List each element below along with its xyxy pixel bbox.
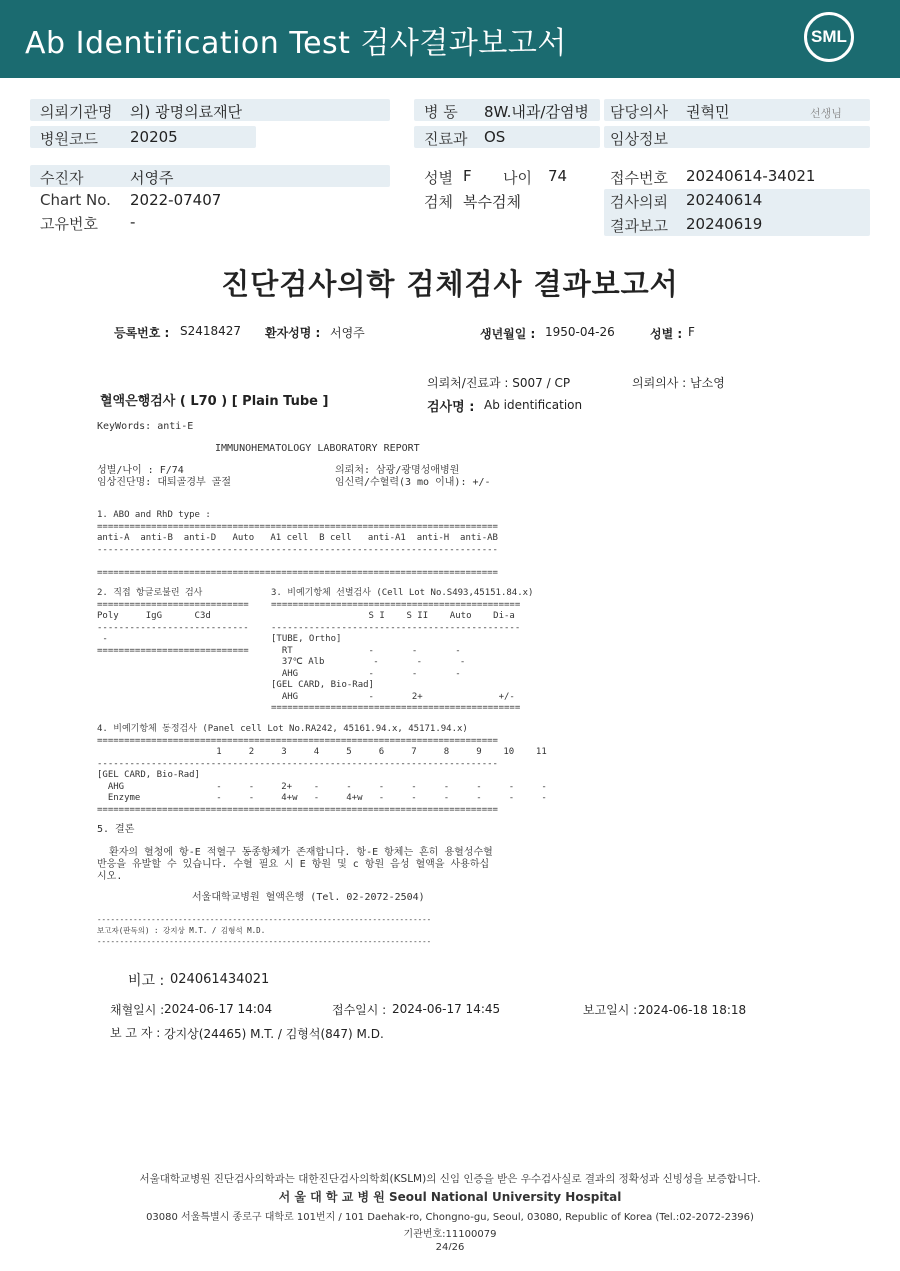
report-header-title: Ab Identification Test 검사결과보고서: [25, 26, 567, 61]
receipt-value: 20240614-34021: [686, 167, 816, 185]
collect-label: 채혈일시 :: [110, 1003, 165, 1017]
abo-rhd-section: 1. ABO and RhD type : ========================================================================== anti-A anti-B anti-D Auto A1 cell B cell anti-A1 anti-H anti-AB -------------------------------------------------------------------------- ==========================================================================: [97, 510, 498, 578]
doctor-suffix: 선생님: [810, 107, 842, 120]
note-value: 024061434021: [170, 972, 270, 987]
institution-number: 기관번호:11100079: [403, 1229, 497, 1240]
clinical-label: 임상정보: [610, 130, 668, 148]
dob-value: 1950-04-26: [545, 325, 615, 339]
reg-label: 등록번호 :: [114, 326, 170, 340]
dept-label: 진료과: [424, 130, 468, 148]
hospital-name: 서 울 대 학 교 병 원 Seoul National University Hospital: [278, 1190, 622, 1204]
institution-value: 의) 광명의료재단: [130, 103, 243, 121]
test-name-value: Ab identification: [484, 398, 583, 412]
sex-age-block: 성별/나이 : F/74 임상진단명: 대퇴골경부 골절: [97, 465, 231, 488]
age-value: 74: [548, 167, 568, 185]
dept-value: OS: [484, 128, 506, 146]
conclusion-heading: 5. 결론: [97, 824, 135, 835]
chart-value: 2022-07407: [130, 191, 222, 209]
uid-value: -: [130, 213, 136, 231]
doctor-label: 담당의사: [610, 103, 668, 121]
test-name-label: 검사명 :: [427, 400, 475, 415]
reporter-value: 강지상(24465) M.T. / 김형석(847) M.D.: [164, 1027, 384, 1041]
result-value: 20240619: [686, 215, 763, 233]
patient-value: 서영주: [130, 169, 174, 187]
reg-value: S2418427: [180, 324, 242, 338]
reporter-block: -------------------------------------------------------------------------- 보고자(판독의) : 강지상 M.T. / 김형석 M.D. --------------------------------------------------------------------------: [97, 915, 432, 946]
receive-label: 접수일시 :: [332, 1003, 387, 1017]
patient-label: 수진자: [40, 169, 84, 187]
screening-section: 3. 비예기항체 선별검사 (Cell Lot No.S493,45151.84.x) ============================================== S I S II Auto Di-a ---------------------------------------------- [TUBE, Ortho] RT - - - 37℃ Alb - - - AHG - - - [GEL CARD, Bio-Rad] AHG - 2+ +/- ==============================================: [271, 588, 534, 713]
receipt-label: 접수번호: [610, 169, 668, 187]
reportdate-value: 2024-06-18 18:18: [638, 1003, 747, 1017]
specimen-label: 검체: [424, 193, 453, 211]
institution-label: 의뢰기관명: [40, 103, 113, 121]
report-sex-value: F: [688, 325, 695, 339]
hospcode-value: 20205: [130, 128, 178, 146]
patient-box: [30, 165, 390, 187]
age-label: 나이: [503, 169, 532, 187]
result-label: 결과보고: [610, 217, 668, 235]
conclusion-text: 환자의 혈청에 항-E 적혈구 동종항체가 존재합니다. 항-E 항체는 흔히 용혈성수혈 반응을 유발할 수 있습니다. 수혈 필요 시 E 항원 및 c 항원 음성 혈액을 사용하십 시오.: [97, 847, 493, 882]
name-label: 환자성명 :: [265, 326, 321, 340]
panel-section: 4. 비예기항체 동정검사 (Panel cell Lot No.RA242, 45161.94.x, 45171.94.x) ========================================================================== 1 2 3 4 5 6 7 8 9 10 11 -------------------------------------------------------------------------- [GEL CARD, Bio-Rad] AHG - - 2+ - - - - - - - - Enzyme - - 4+w - 4+w - - - - - - ==========================================================================: [97, 724, 547, 815]
doctor-value: 권혁민: [686, 103, 730, 121]
collect-value: 2024-06-17 14:04: [164, 1002, 273, 1016]
test-group: 혈액은행검사 ( L70 ) [ Plain Tube ]: [100, 394, 329, 409]
ward-value: 8W.내과/감염병: [484, 103, 589, 121]
hospcode-label: 병원코드: [40, 130, 98, 148]
certification-text: 서울대학교병원 진단검사의학과는 대한진단검사의학회(KSLM)의 신임 인증을 받은 우수검사실로 결과의 정확성과 신빙성을 보증합니다.: [139, 1173, 761, 1185]
ward-label: 병 동: [424, 103, 458, 121]
dat-section: 2. 직접 항글로불린 검사 ============================ Poly IgG C3d ---------------------------- - ============================: [97, 588, 249, 656]
refdept: 의뢰처/진료과 : S007 / CP: [427, 376, 571, 390]
bloodbank-line: 서울대학교병원 혈액은행 (Tel. 02-2072-2504): [192, 892, 425, 903]
request-value: 20240614: [686, 191, 763, 209]
header-bar: [0, 0, 900, 78]
report-sex-label: 성별 :: [650, 327, 683, 341]
sex-value: F: [463, 167, 472, 185]
referral-block: 의뢰처: 삼광/광명성애병원 임신력/수혈력(3 mo 이내): +/-: [335, 465, 491, 488]
hospital-address: 03080 서울특별시 종로구 대학로 101번지 / 101 Daehak-ro, Chongno-gu, Seoul, 03080, Republic of Korea (Tel.:02-2072-2396): [146, 1212, 754, 1223]
dob-label: 생년월일 :: [480, 327, 536, 341]
reportdate-label: 보고일시 :: [583, 1003, 638, 1017]
keywords: KeyWords: anti-E: [97, 421, 194, 432]
refdoc: 의뢰의사 : 남소영: [632, 376, 725, 390]
lab-report-title: IMMUNOHEMATOLOGY LABORATORY REPORT: [215, 443, 420, 454]
sml-logo: [804, 12, 854, 62]
request-label: 검사의뢰: [610, 193, 668, 211]
chart-label: Chart No.: [40, 191, 111, 209]
receive-value: 2024-06-17 14:45: [392, 1002, 501, 1016]
report-title: 진단검사의학 검체검사 결과보고서: [221, 267, 679, 301]
sml-logo-text: SML: [811, 27, 847, 46]
page-number: 24/26: [435, 1242, 465, 1250]
note-label: 비고 :: [128, 973, 165, 989]
reporter-label: 보 고 자 :: [110, 1026, 161, 1040]
uid-label: 고유번호: [40, 215, 98, 233]
name-value: 서영주: [330, 326, 365, 340]
specimen-value: 복수검체: [463, 193, 521, 211]
sex-label: 성별: [424, 169, 453, 187]
